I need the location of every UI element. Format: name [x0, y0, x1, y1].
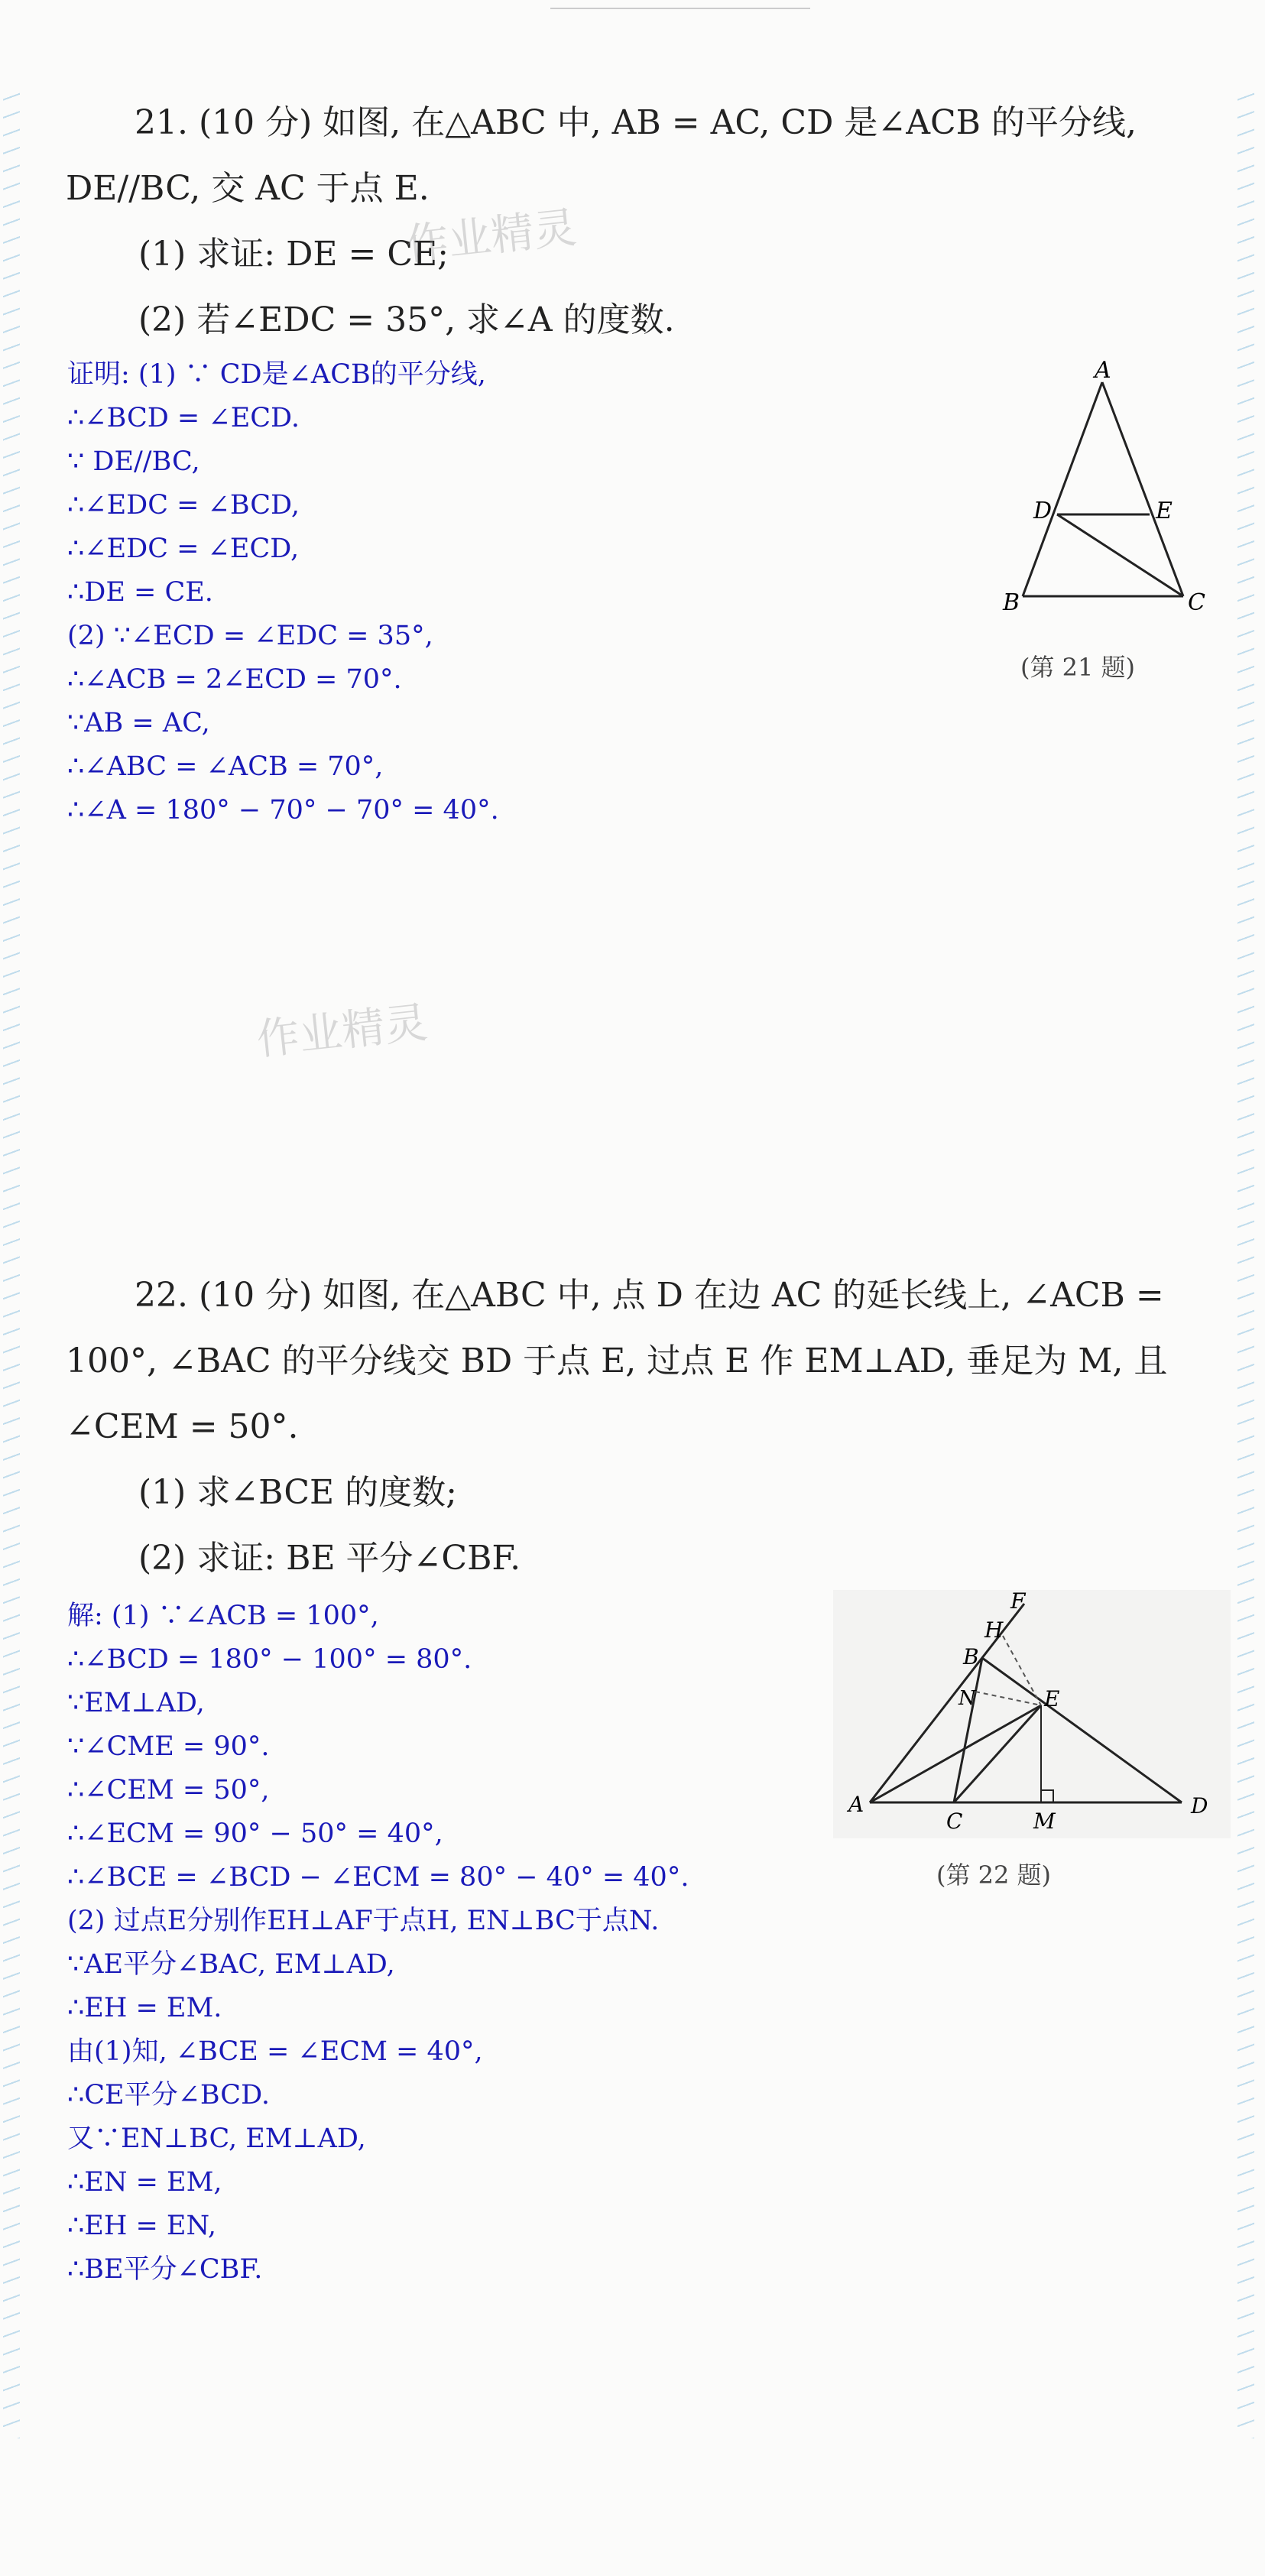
decorative-border-left	[3, 92, 20, 2438]
q21-figure	[986, 359, 1238, 619]
q22-figure	[833, 1590, 1231, 1838]
q22-line-2: 100°, ∠BAC 的平分线交 BD 于点 E, 过点 E 作 EM⊥AD, 垂足为 M, 且	[66, 1342, 1168, 1380]
label-a: A	[848, 1792, 864, 1817]
q22-line-5: (2) 求证: BE 平分∠CBF.	[138, 1539, 521, 1578]
q22-caption: (第 22 题)	[936, 1861, 1052, 1890]
q21-line-2: DE//BC, 交 AC 于点 E.	[66, 169, 430, 208]
q22-answer-line: (2) 过点E分别作EH⊥AF于点H, EN⊥BC于点N.	[67, 1906, 660, 1936]
q21-answer-line: ∵AB = AC,	[67, 708, 210, 738]
top-divider	[550, 8, 810, 9]
q22-answer-line: ∴∠BCD = 180° − 100° = 80°.	[67, 1644, 472, 1675]
q22-answer-line: ∴CE平分∠BCD.	[67, 2080, 271, 2110]
q21-answer	[67, 353, 499, 832]
q21-answer-line: ∴∠EDC = ∠ECD,	[67, 534, 300, 564]
q22-line-3: ∠CEM = 50°.	[66, 1407, 299, 1446]
q22-answer-line: ∴∠ECM = 90° − 50° = 40°,	[67, 1818, 443, 1849]
q22-answer	[67, 1595, 689, 2292]
label-m: M	[1033, 1809, 1056, 1834]
label-d: D	[1033, 498, 1053, 524]
q22-answer-line: ∴EN = EM,	[67, 2167, 222, 2198]
label-e: E	[1156, 498, 1173, 524]
label-f: F	[1010, 1590, 1026, 1614]
q21-answer-line: (2) ∵∠ECD = ∠EDC = 35°,	[67, 621, 433, 651]
q22-answer-line: ∴∠BCE = ∠BCD − ∠ECM = 80° − 40° = 40°.	[67, 1862, 689, 1893]
label-e: E	[1044, 1686, 1060, 1711]
q22-answer-line: ∴EH = EM.	[67, 1993, 222, 2023]
q21-line-3: (1) 求证: DE = CE;	[138, 235, 449, 274]
q21-answer-line: ∴DE = CE.	[67, 577, 213, 608]
segment-cd	[1057, 514, 1183, 596]
segment-ac	[1102, 382, 1183, 596]
q21-answer-line: ∴∠ABC = ∠ACB = 70°,	[67, 751, 384, 782]
watermark-2: 作业精灵	[254, 998, 430, 1066]
q22-answer-line: 又∵EN⊥BC, EM⊥AD,	[67, 2123, 366, 2154]
q21-answer-line: ∴∠EDC = ∠BCD,	[67, 490, 300, 521]
label-b: B	[1003, 589, 1020, 616]
q22-answer-line: ∵∠CME = 90°.	[67, 1731, 270, 1762]
q22-line-4: (1) 求∠BCE 的度数;	[138, 1473, 457, 1512]
q22-answer-line: ∴∠CEM = 50°,	[67, 1775, 270, 1805]
q22-text	[66, 1263, 1220, 1591]
decorative-border-right	[1237, 92, 1254, 2438]
label-b: B	[963, 1644, 979, 1669]
q21-answer-line: 证明: (1) ∵ CD是∠ACB的平分线,	[67, 359, 486, 390]
q21-answer-line: ∵ DE//BC,	[67, 446, 200, 477]
q22-answer-line: ∴EH = EN,	[67, 2211, 216, 2241]
q21-caption: (第 21 题)	[1020, 653, 1136, 682]
q22-line-1: 22. (10 分) 如图, 在△ABC 中, 点 D 在边 AC 的延长线上, ∠ACB =	[135, 1276, 1164, 1315]
q21-text	[66, 90, 1220, 353]
q22-answer-line: 由(1)知, ∠BCE = ∠ECM = 40°,	[67, 2036, 483, 2067]
q21-answer-line: ∴∠A = 180° − 70° − 70° = 40°.	[67, 795, 499, 826]
q22-answer-line: ∵AE平分∠BAC, EM⊥AD,	[67, 1949, 395, 1980]
label-h: H	[984, 1617, 1004, 1643]
q22-answer-line: ∵EM⊥AD,	[67, 1688, 205, 1718]
label-a: A	[1095, 359, 1111, 384]
q21-answer-line: ∴∠BCD = ∠ECD.	[67, 403, 300, 433]
q21-line-1: 21. (10 分) 如图, 在△ABC 中, AB = AC, CD 是∠ACB 的平分线,	[135, 103, 1137, 142]
label-d: D	[1191, 1793, 1208, 1818]
segment-ab	[1023, 382, 1102, 596]
q21-line-4: (2) 若∠EDC = 35°, 求∠A 的度数.	[138, 300, 675, 339]
q22-answer-line: 解: (1) ∵∠ACB = 100°,	[67, 1601, 379, 1631]
label-c: C	[1188, 589, 1205, 616]
label-n: N	[958, 1687, 976, 1710]
label-c: C	[946, 1809, 963, 1834]
q21-answer-line: ∴∠ACB = 2∠ECD = 70°.	[67, 664, 402, 695]
watermark-1: 作业精灵	[403, 203, 579, 271]
q22-answer-line: ∴BE平分∠CBF.	[67, 2254, 263, 2285]
